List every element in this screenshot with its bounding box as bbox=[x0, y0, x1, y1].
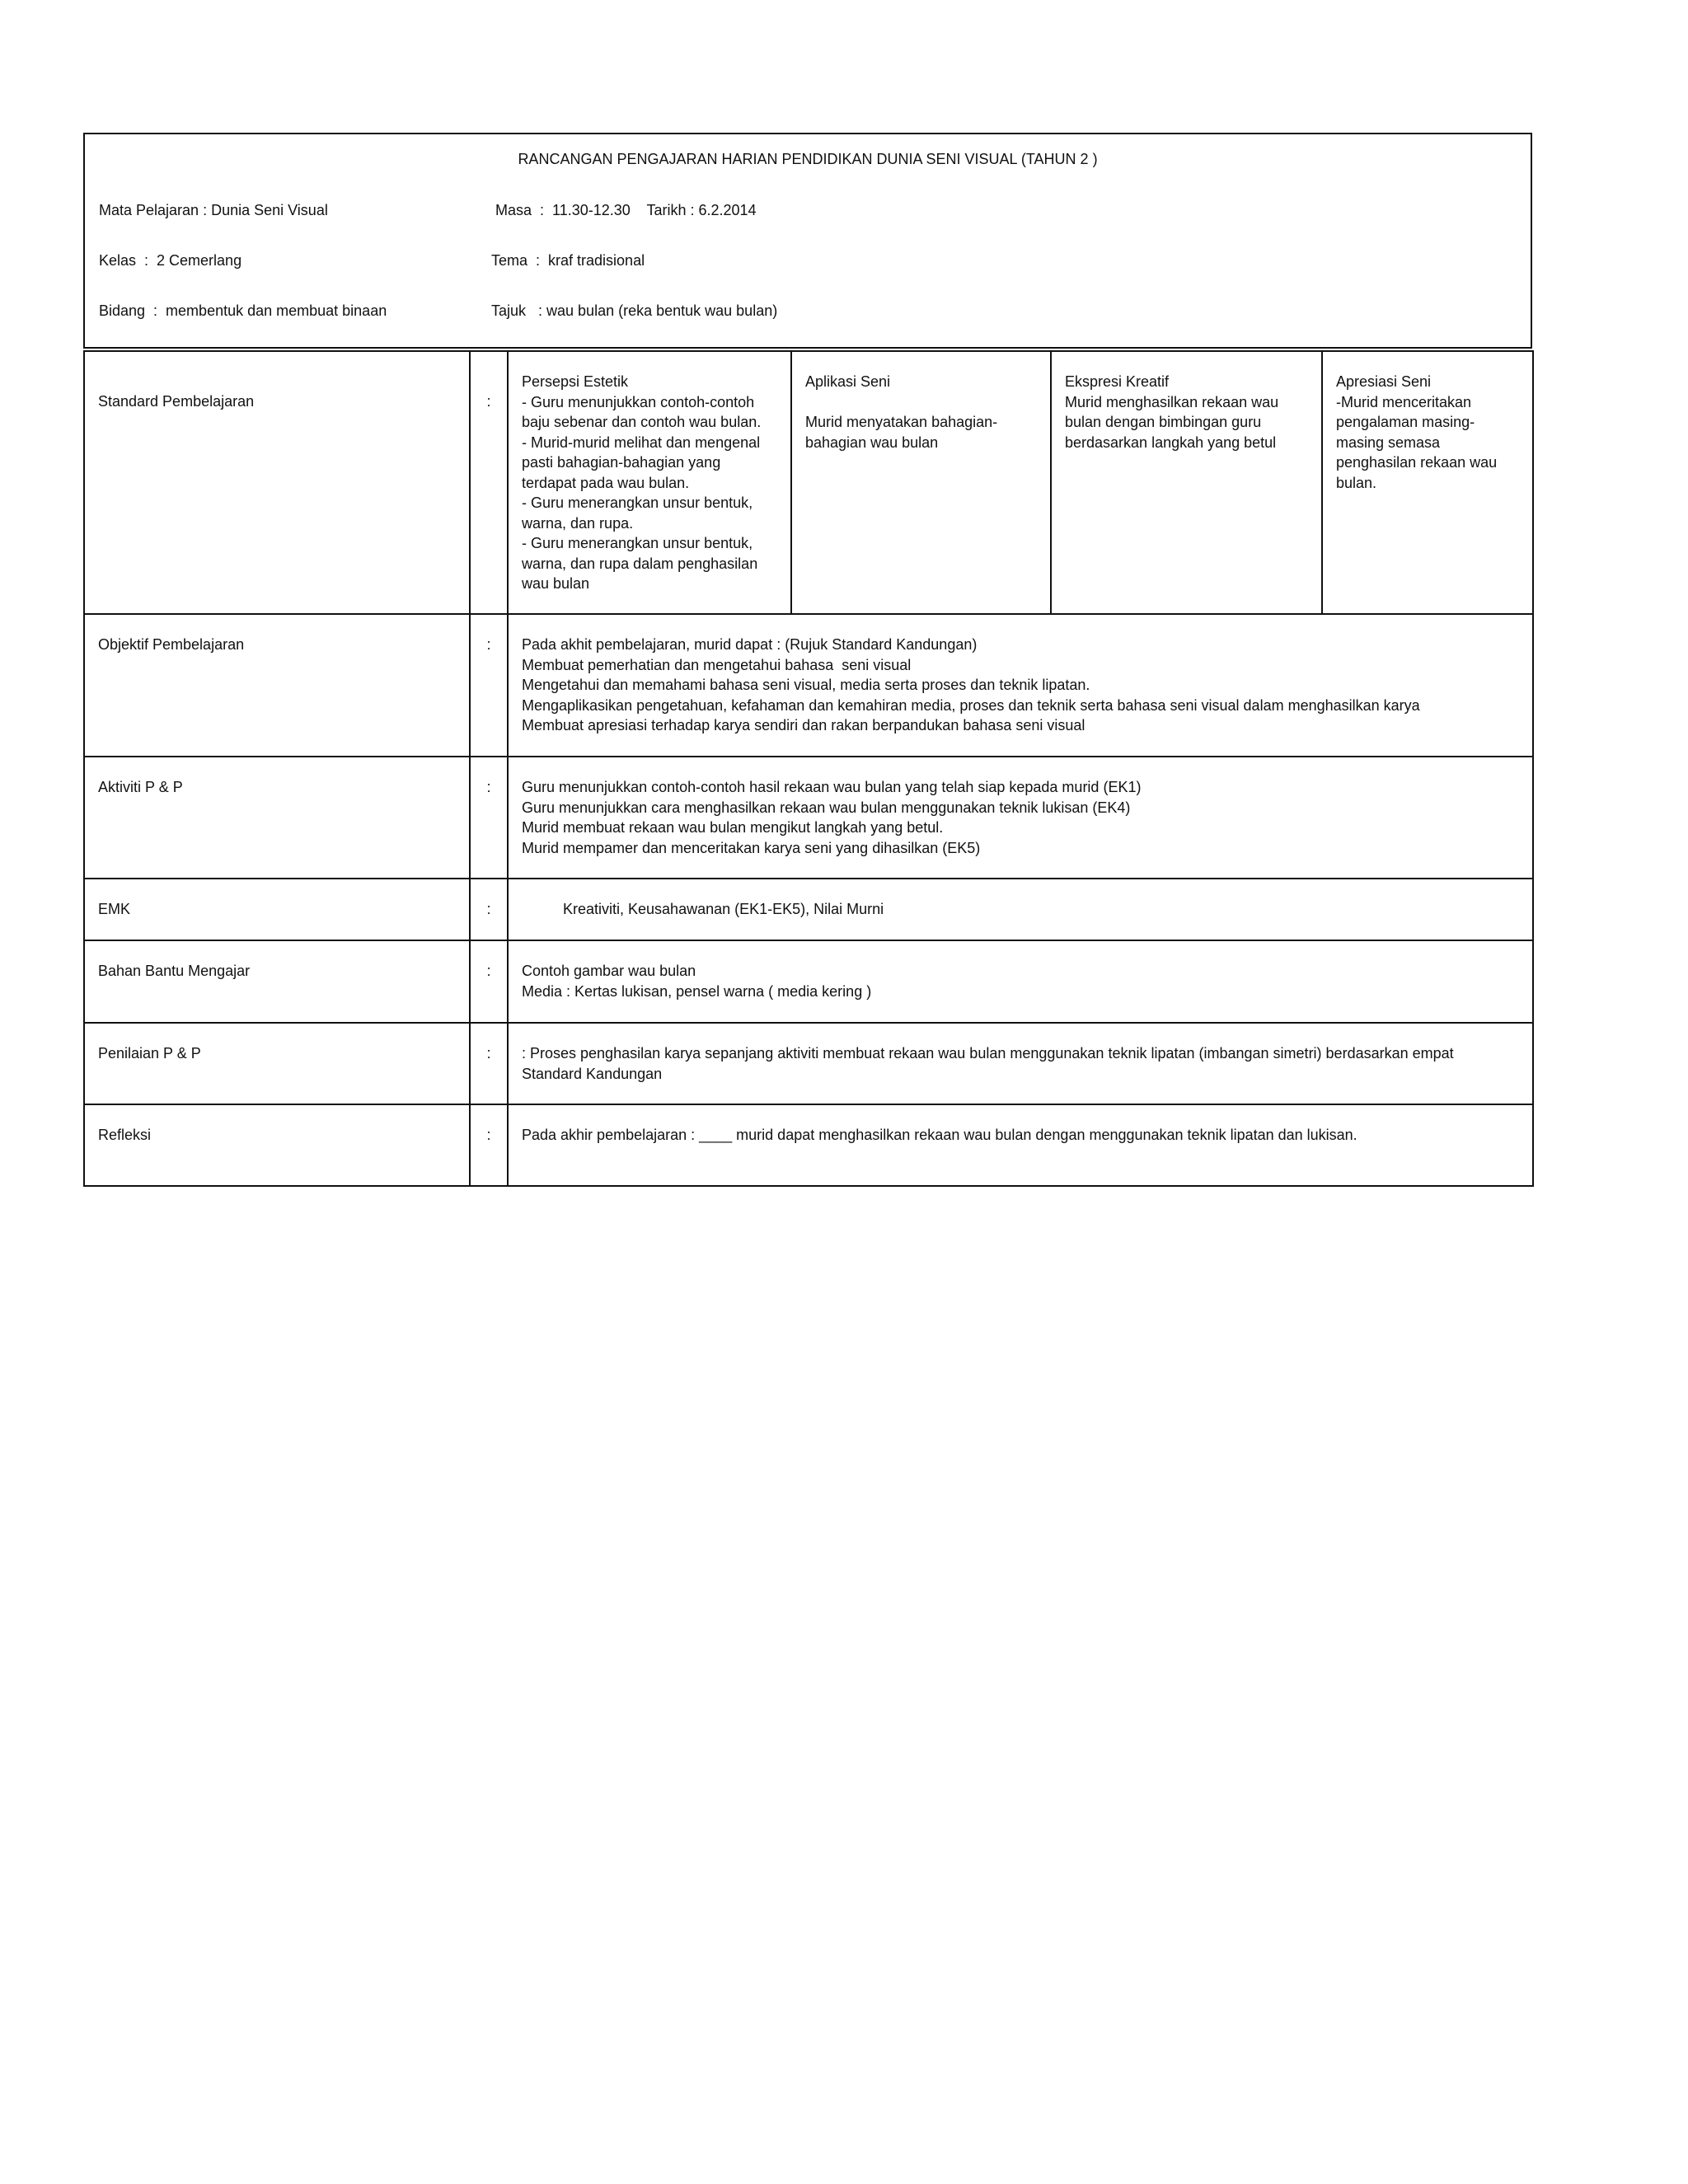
lesson-plan-document bbox=[83, 133, 1532, 1187]
objektif-line: Membuat pemerhatian dan mengetahui bahasa seni visual bbox=[522, 656, 912, 673]
tema-field: Tema : kraf tradisional bbox=[491, 252, 645, 269]
persepsi-line: - Guru menerangkan unsur bentuk, bbox=[522, 494, 753, 511]
mata-pelajaran-field: Mata Pelajaran : Dunia Seni Visual bbox=[99, 202, 328, 218]
kelas-field: Kelas : 2 Cemerlang bbox=[99, 252, 242, 269]
aktiviti-line: Guru menunjukkan contoh-contoh hasil rekaan wau bulan yang telah siap kepada murid (EK1) bbox=[522, 779, 1142, 795]
persepsi-line: wau bulan bbox=[522, 575, 590, 592]
ekspresi-line: bulan dengan bimbingan guru bbox=[1065, 414, 1262, 430]
document-title: RANCANGAN PENGAJARAN HARIAN PENDIDIKAN DUNIA SENI VISUAL (TAHUN 2 ) bbox=[518, 151, 1098, 167]
persepsi-line: warna, dan rupa dalam penghasilan bbox=[522, 555, 758, 572]
persepsi-line: - Guru menerangkan unsur bentuk, bbox=[522, 535, 753, 551]
persepsi-line: pasti bahagian-bahagian yang bbox=[522, 454, 721, 471]
colon-text: : bbox=[486, 963, 491, 979]
penilaian-content bbox=[508, 1023, 1533, 1104]
apresiasi-line: -Murid menceritakan bbox=[1336, 393, 1472, 410]
row-colon bbox=[470, 1104, 508, 1186]
row-colon bbox=[470, 614, 508, 757]
emk-text: Kreativiti, Keusahawanan (EK1-EK5), Nilai Murni bbox=[563, 901, 884, 917]
objektif-content bbox=[508, 614, 1533, 757]
aktiviti-line: Murid membuat rekaan wau bulan mengikut langkah yang betul. bbox=[522, 819, 944, 836]
bahan-line: Media : Kertas lukisan, pensel warna ( media kering ) bbox=[522, 982, 872, 1000]
table-row-aktiviti bbox=[84, 757, 1533, 879]
row-colon bbox=[470, 879, 508, 940]
refleksi-text: Pada akhir pembelajaran : ____ murid dapat menghasilkan rekaan wau bulan dengan menggunakan teknik lipatan dan lukisan. bbox=[522, 1127, 1357, 1143]
persepsi-line: - Murid-murid melihat dan mengenal bbox=[522, 434, 761, 451]
lesson-plan-header bbox=[83, 133, 1532, 349]
aplikasi-title: Aplikasi Seni bbox=[805, 373, 891, 390]
colon-text: : bbox=[486, 1127, 491, 1143]
row-label-emk bbox=[84, 879, 470, 940]
tajuk-field: Tajuk : wau bulan (reka bentuk wau bulan) bbox=[491, 302, 778, 319]
lesson-plan-table bbox=[83, 350, 1534, 1187]
table-row-refleksi bbox=[84, 1104, 1533, 1186]
persepsi-estetik-cell bbox=[508, 351, 791, 614]
penilaian-label: Penilaian P & P bbox=[98, 1045, 201, 1062]
table-row-emk bbox=[84, 879, 1533, 940]
aktiviti-line: Murid mempamer dan menceritakan karya seni yang dihasilkan (EK5) bbox=[522, 839, 981, 856]
persepsi-title: Persepsi Estetik bbox=[522, 373, 629, 390]
colon-text: : bbox=[486, 393, 491, 410]
table-row-objektif bbox=[84, 614, 1533, 757]
row-label-bahan bbox=[84, 940, 470, 1023]
aplikasi-spacer bbox=[805, 392, 1037, 413]
row-label-objektif bbox=[84, 614, 470, 757]
bahan-label: Bahan Bantu Mengajar bbox=[98, 963, 251, 979]
apresiasi-line: masing semasa bbox=[1336, 434, 1441, 451]
ekspresi-title: Ekspresi Kreatif bbox=[1065, 373, 1170, 390]
bidang-field: Bidang : membentuk dan membuat binaan bbox=[99, 302, 387, 319]
row-colon bbox=[470, 351, 508, 614]
emk-label: EMK bbox=[98, 901, 131, 917]
table-row-penilaian bbox=[84, 1023, 1533, 1104]
ekspresi-line: Murid menghasilkan rekaan wau bbox=[1065, 393, 1279, 410]
colon-text: : bbox=[486, 901, 491, 917]
row-colon bbox=[470, 940, 508, 1023]
table-row-bahan bbox=[84, 940, 1533, 1023]
objektif-line: Membuat apresiasi terhadap karya sendiri dan rakan berpandukan bahasa seni visual bbox=[522, 717, 1085, 733]
persepsi-line: terdapat pada wau bulan. bbox=[522, 474, 690, 491]
colon-text: : bbox=[486, 779, 491, 795]
row-label-penilaian bbox=[84, 1023, 470, 1104]
refleksi-label: Refleksi bbox=[98, 1127, 152, 1143]
row-label-refleksi bbox=[84, 1104, 470, 1186]
standard-label: Standard Pembelajaran bbox=[98, 393, 255, 410]
aktiviti-content bbox=[508, 757, 1533, 879]
bahan-line: Contoh gambar wau bulan bbox=[522, 963, 696, 979]
apresiasi-line: penghasilan rekaan wau bbox=[1336, 454, 1498, 471]
ekspresi-kreatif-cell bbox=[1051, 351, 1322, 614]
row-label-standard bbox=[84, 351, 470, 614]
objektif-line: Mengetahui dan memahami bahasa seni visual, media serta proses dan teknik lipatan. bbox=[522, 677, 1090, 693]
apresiasi-line: pengalaman masing- bbox=[1336, 414, 1475, 430]
persepsi-line: warna, dan rupa. bbox=[522, 514, 634, 532]
penilaian-line: : Proses penghasilan karya sepanjang aktiviti membuat rekaan wau bulan menggunakan teknik lipatan (imbangan simetri) berdasarkan empat bbox=[522, 1045, 1454, 1062]
row-colon bbox=[470, 757, 508, 879]
aplikasi-line: bahagian wau bulan bbox=[805, 434, 939, 451]
masa-tarikh-field: Masa : 11.30-12.30 Tarikh : 6.2.2014 bbox=[495, 202, 757, 218]
apresiasi-title: Apresiasi Seni bbox=[1336, 373, 1432, 390]
refleksi-content bbox=[508, 1104, 1533, 1186]
persepsi-line: - Guru menunjukkan contoh-contoh bbox=[522, 393, 755, 410]
objektif-line: Mengaplikasikan pengetahuan, kefahaman dan kemahiran media, proses dan teknik serta bahasa seni visual dalam menghasilkan karya bbox=[522, 696, 1420, 714]
aktiviti-line: Guru menunjukkan cara menghasilkan rekaan wau bulan menggunakan teknik lukisan (EK4) bbox=[522, 799, 1131, 816]
persepsi-line: baju sebenar dan contoh wau bulan. bbox=[522, 414, 762, 430]
objektif-line: Pada akhit pembelajaran, murid dapat : (Rujuk Standard Kandungan) bbox=[522, 636, 978, 653]
row-label-aktiviti bbox=[84, 757, 470, 879]
colon-text: : bbox=[486, 636, 491, 653]
aktiviti-label: Aktiviti P & P bbox=[98, 779, 183, 795]
aplikasi-seni-cell bbox=[791, 351, 1051, 614]
emk-content bbox=[508, 879, 1533, 940]
row-colon bbox=[470, 1023, 508, 1104]
apresiasi-seni-cell bbox=[1322, 351, 1533, 614]
penilaian-line: Standard Kandungan bbox=[522, 1065, 663, 1082]
aplikasi-line: Murid menyatakan bahagian- bbox=[805, 414, 998, 430]
table-row-standard bbox=[84, 351, 1533, 614]
objektif-label: Objektif Pembelajaran bbox=[98, 636, 245, 653]
apresiasi-line: bulan. bbox=[1336, 474, 1377, 491]
bahan-content bbox=[508, 940, 1533, 1023]
ekspresi-line: berdasarkan langkah yang betul bbox=[1065, 434, 1277, 451]
colon-text: : bbox=[486, 1045, 491, 1062]
